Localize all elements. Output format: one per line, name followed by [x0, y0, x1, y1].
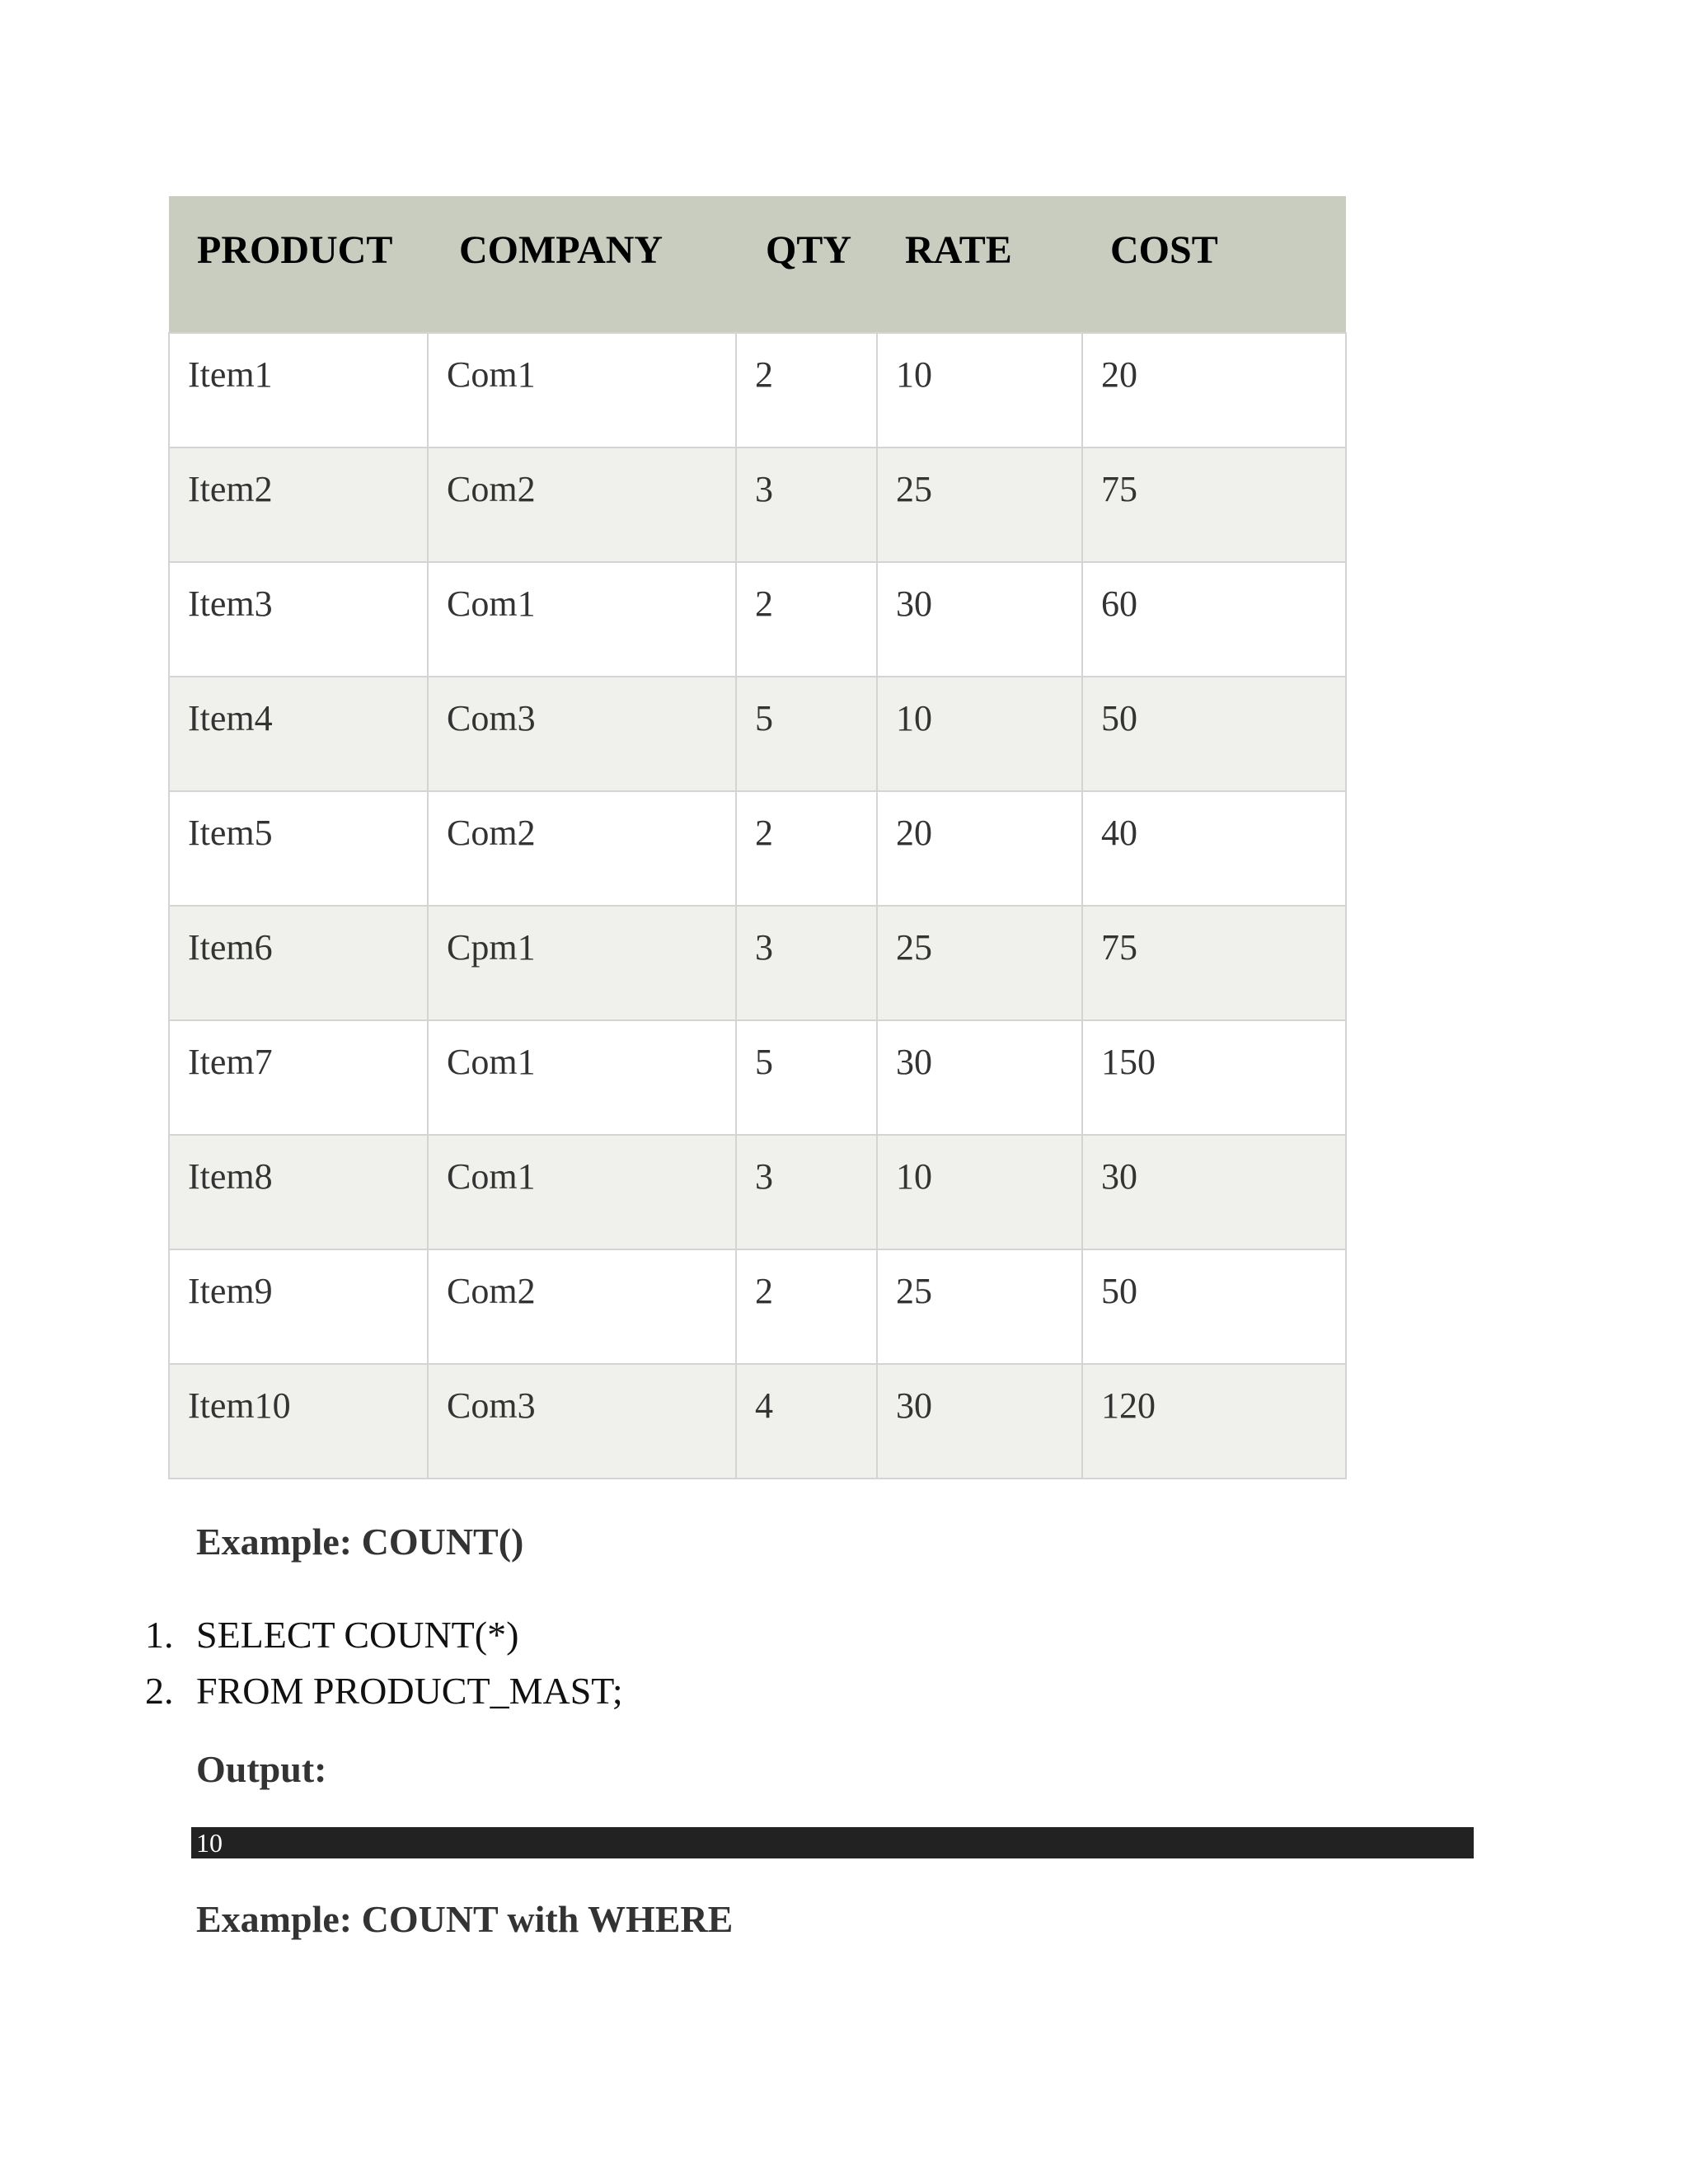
cell-company: Com1 — [428, 1020, 736, 1135]
table-header-row — [169, 196, 1346, 333]
cell-product: Item5 — [169, 791, 428, 906]
cell-rate: 25 — [877, 448, 1082, 562]
cell-rate: 25 — [877, 1249, 1082, 1364]
code-line — [145, 1607, 623, 1663]
cell-product: Item4 — [169, 677, 428, 791]
cell-cost: 75 — [1082, 448, 1346, 562]
cell-rate: 10 — [877, 1135, 1082, 1249]
column-header-rate: RATE — [877, 196, 1082, 333]
cell-qty: 5 — [736, 677, 877, 791]
cell-product: Item6 — [169, 906, 428, 1020]
cell-qty: 2 — [736, 791, 877, 906]
cell-cost: 50 — [1082, 677, 1346, 791]
cell-company: Com2 — [428, 791, 736, 906]
cell-qty: 5 — [736, 1020, 877, 1135]
cell-product: Item7 — [169, 1020, 428, 1135]
table-row — [169, 677, 1346, 791]
cell-qty: 4 — [736, 1364, 877, 1479]
cell-rate: 10 — [877, 333, 1082, 448]
cell-company: Com3 — [428, 677, 736, 791]
column-header-qty: QTY — [736, 196, 877, 333]
column-header-product: PRODUCT — [169, 196, 428, 333]
cell-qty: 2 — [736, 562, 877, 677]
cell-rate: 20 — [877, 791, 1082, 906]
cell-company: Cpm1 — [428, 906, 736, 1020]
cell-cost: 60 — [1082, 562, 1346, 677]
sql-code-list — [145, 1607, 623, 1719]
cell-company: Com1 — [428, 1135, 736, 1249]
cell-cost: 20 — [1082, 333, 1346, 448]
cell-product: Item2 — [169, 448, 428, 562]
table-row — [169, 333, 1346, 448]
cell-cost: 50 — [1082, 1249, 1346, 1364]
cell-qty: 2 — [736, 1249, 877, 1364]
example-count-heading: Example: COUNT() — [196, 1521, 524, 1563]
code-line-text: SELECT COUNT(*) — [196, 1614, 519, 1656]
table-row — [169, 1020, 1346, 1135]
cell-company: Com1 — [428, 333, 736, 448]
cell-qty: 3 — [736, 906, 877, 1020]
code-line — [145, 1663, 623, 1719]
cell-qty: 3 — [736, 448, 877, 562]
cell-rate: 30 — [877, 1020, 1082, 1135]
cell-cost: 120 — [1082, 1364, 1346, 1479]
table-row — [169, 1249, 1346, 1364]
cell-cost: 150 — [1082, 1020, 1346, 1135]
code-line-text: FROM PRODUCT_MAST; — [196, 1670, 623, 1712]
cell-product: Item8 — [169, 1135, 428, 1249]
output-label: Output: — [196, 1748, 327, 1790]
cell-qty: 2 — [736, 333, 877, 448]
table-row — [169, 1364, 1346, 1479]
output-result: 10 — [191, 1827, 1474, 1858]
column-header-company: COMPANY — [428, 196, 736, 333]
cell-product: Item10 — [169, 1364, 428, 1479]
cell-cost: 75 — [1082, 906, 1346, 1020]
table-row — [169, 791, 1346, 906]
cell-qty: 3 — [736, 1135, 877, 1249]
table-row — [169, 562, 1346, 677]
cell-rate: 10 — [877, 677, 1082, 791]
table-row — [169, 448, 1346, 562]
cell-rate: 30 — [877, 1364, 1082, 1479]
column-header-cost: COST — [1082, 196, 1346, 333]
cell-company: Com1 — [428, 562, 736, 677]
table-body — [169, 333, 1346, 1479]
code-line-number: 2. — [145, 1670, 174, 1712]
example-count-where-heading: Example: COUNT with WHERE — [196, 1898, 734, 1940]
cell-cost: 40 — [1082, 791, 1346, 906]
cell-product: Item3 — [169, 562, 428, 677]
cell-company: Com2 — [428, 448, 736, 562]
table-row — [169, 1135, 1346, 1249]
cell-company: Com3 — [428, 1364, 736, 1479]
cell-rate: 25 — [877, 906, 1082, 1020]
code-line-number: 1. — [145, 1614, 174, 1656]
table-row — [169, 906, 1346, 1020]
product-table — [168, 196, 1347, 1479]
cell-product: Item9 — [169, 1249, 428, 1364]
cell-cost: 30 — [1082, 1135, 1346, 1249]
cell-product: Item1 — [169, 333, 428, 448]
product-table-container — [168, 196, 1345, 1479]
cell-company: Com2 — [428, 1249, 736, 1364]
cell-rate: 30 — [877, 562, 1082, 677]
